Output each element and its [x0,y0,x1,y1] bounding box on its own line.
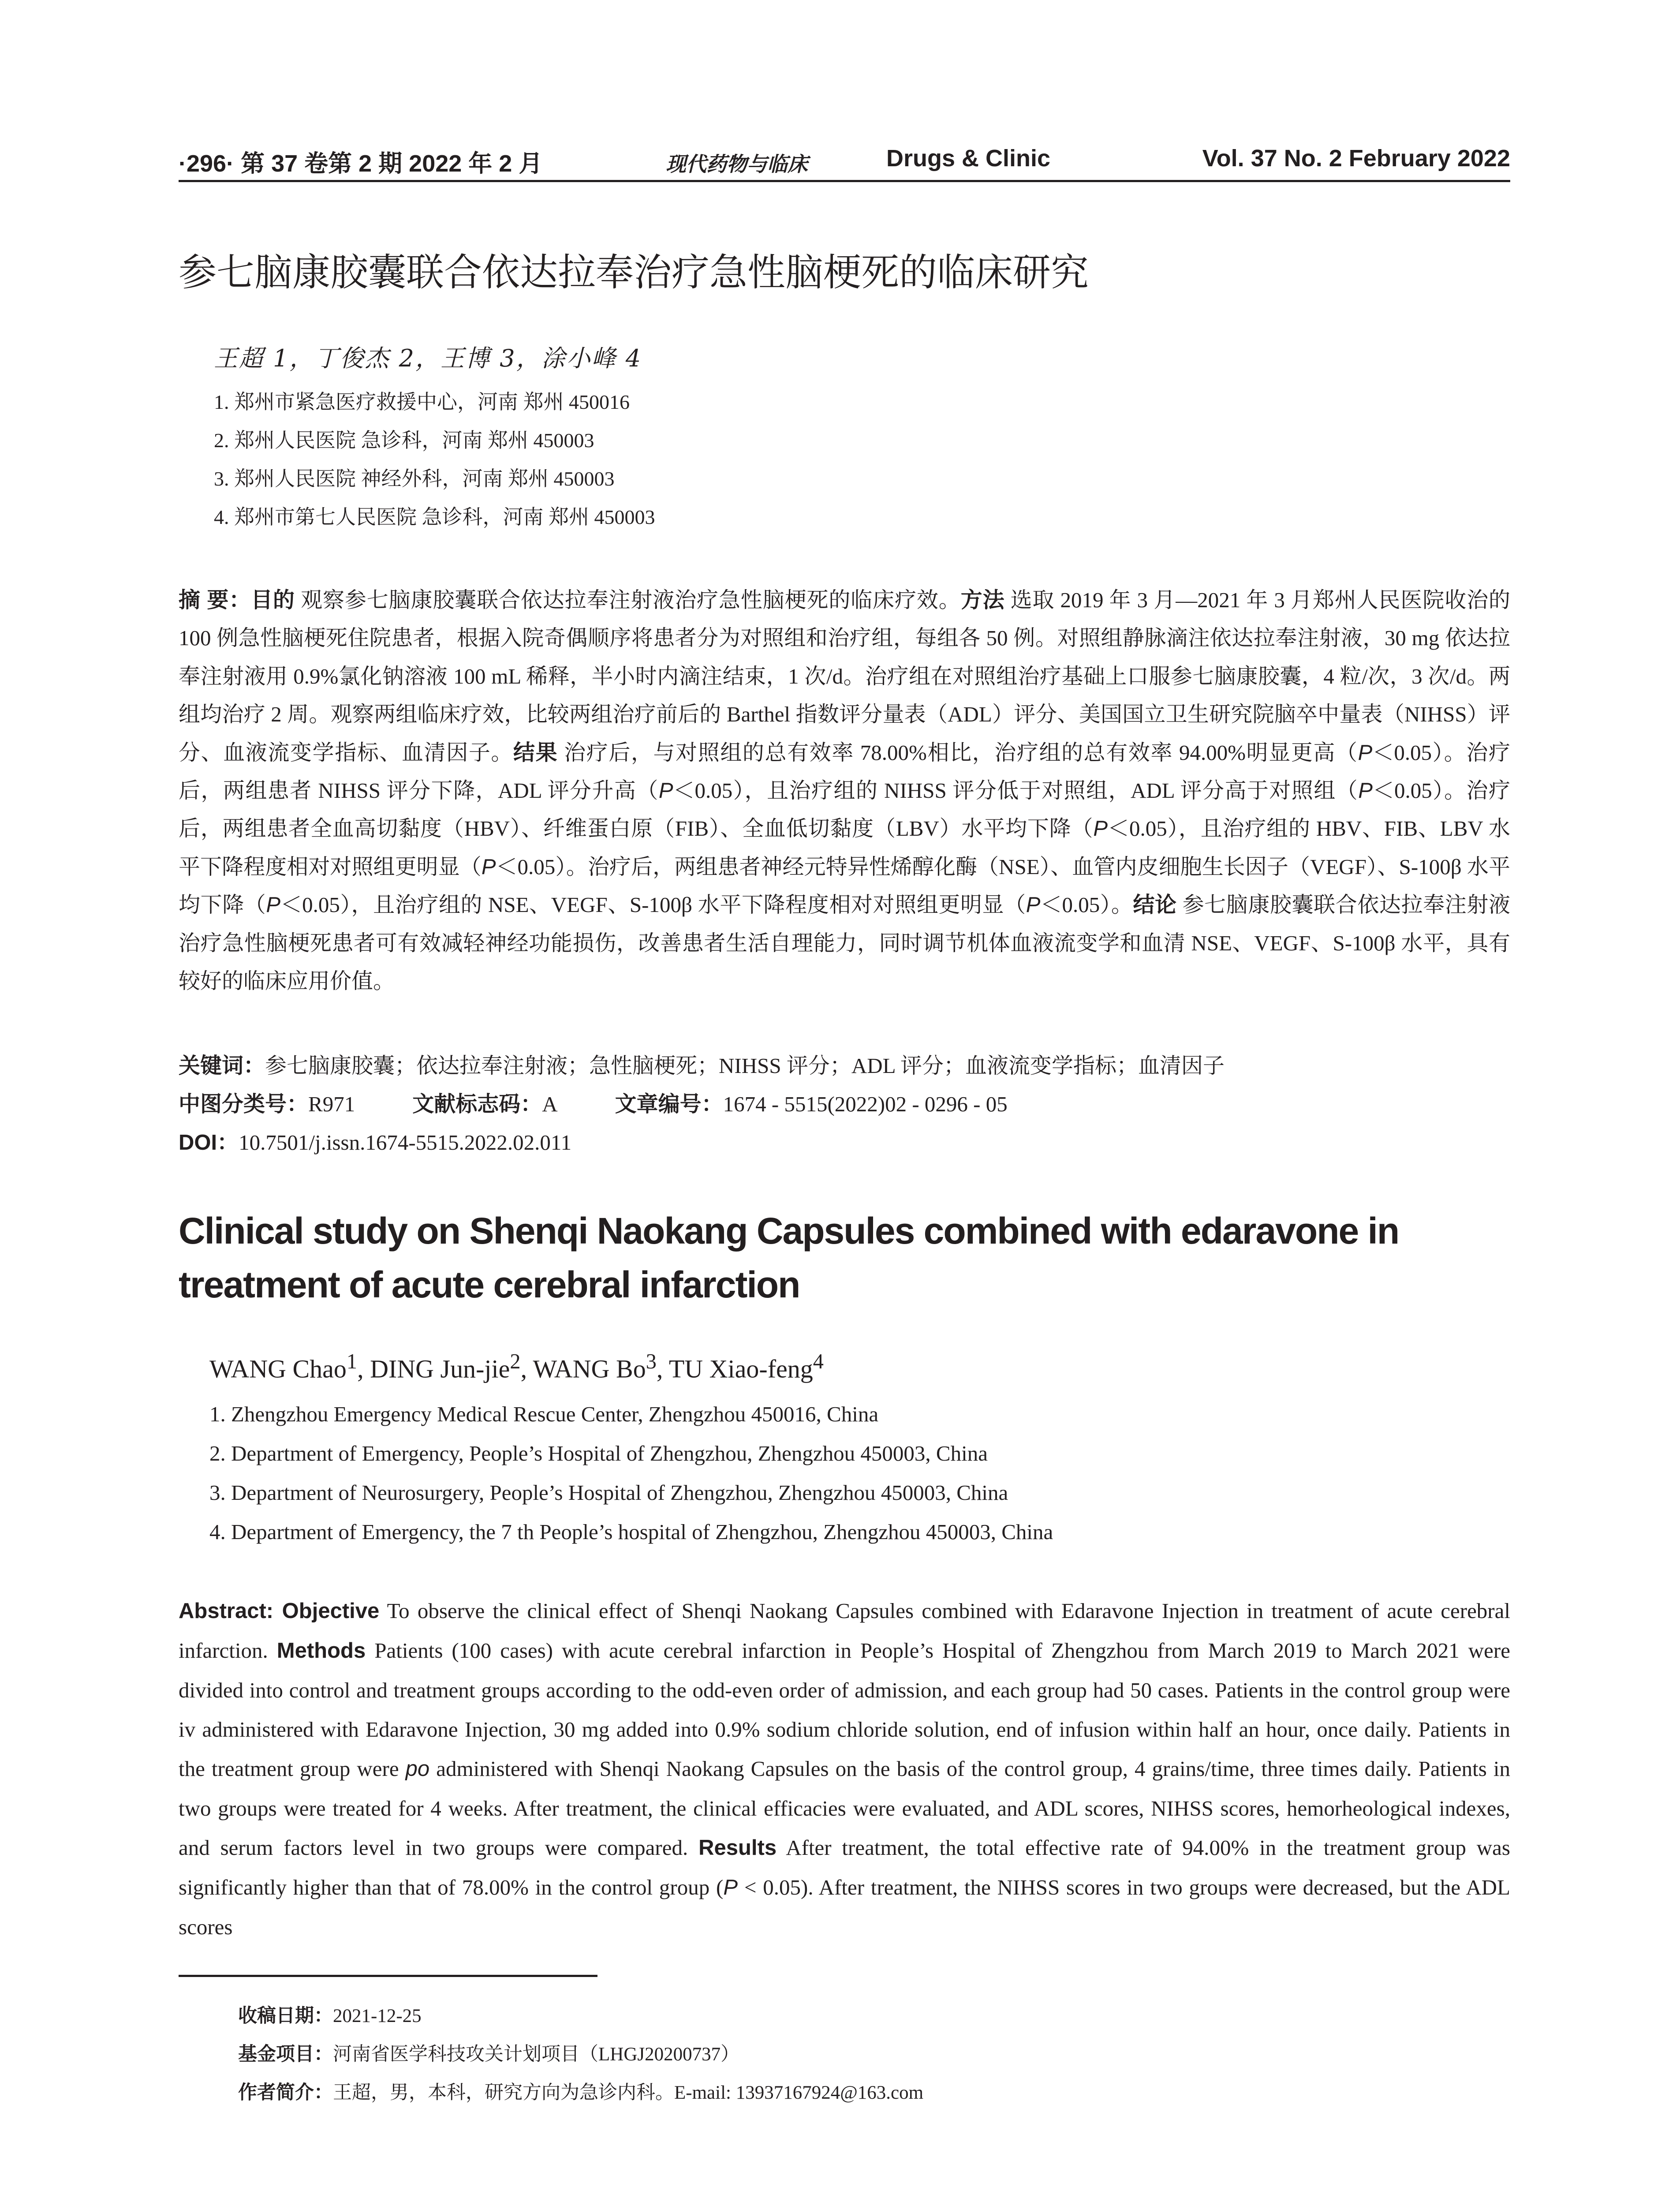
results-text: ＜0.05），且治疗组的 NIHSS 评分低于对照组，ADL 评分高于对照组（ [673,778,1359,803]
fund-info [238,2035,923,2074]
author-bio-value: 王超，男，本科，研究方向为急诊内科。E-mail: 13937167924@163.com [333,2082,924,2103]
footnotes [238,1997,923,2112]
english-title: Clinical study on Shenqi Naokang Capsules combined with edaravone in treatment of acute cerebral infarction [179,1210,1399,1305]
methods-label: 方法 [960,588,1005,612]
english-affiliation: 3. Department of Neurosurgery, People’s Hospital of Zhengzhou, Zhengzhou 450003, China [209,1480,1008,1505]
conclusion-text: 参七脑康胶囊联合依达拉奉注射液治疗急性脑梗死患者可有效减轻神经功能损伤，改善患者生活自理能力，同时调节机体血液流变学和血清 NSE、VEGF、S-100β 水平，具有较好的临床应用价值。 [179,893,1510,994]
route-po: po [405,1757,430,1781]
results-text: ＜0.05），且治疗组的 HBV、FIB、LBV 水平下降程度相对对照组更明显（ [179,816,1510,879]
english-affiliations [209,1394,1053,1551]
article-id-value: 1674 - 5515(2022)02 - 0296 - 05 [723,1092,1008,1116]
author-name: , WANG Bo [520,1354,646,1383]
footnote-divider [179,1975,597,1977]
chinese-affiliation: 1. 郑州市紧急医疗救援中心，河南 郑州 450016 [214,391,630,413]
conclusion-label: 结论 [1133,893,1177,917]
p-value-symbol: P [1093,817,1108,841]
doc-code-value: A [542,1092,558,1116]
methods-label: Methods [276,1639,366,1663]
fund-label: 基金项目： [238,2044,333,2065]
results-text: ＜0.05）。治疗后，两组患者 NIHSS 评分下降，ADL 评分升高（ [179,740,1510,803]
p-value-symbol: P [658,779,673,803]
author-bio [238,2074,923,2112]
running-header-journal-cn: 现代药物与临床 [666,153,808,176]
doi-line [179,1125,571,1156]
english-affiliation: 2. Department of Emergency, People’s Hospital of Zhengzhou, Zhengzhou 450003, China [209,1441,988,1465]
p-value-symbol: P [1026,893,1041,917]
results-text: ＜0.05），且治疗组的 NSE、VEGF、S-100β 水平下降程度相对对照组更明显（ [280,893,1026,917]
english-affiliation: 1. Zhengzhou Emergency Medical Rescue Center, Zhengzhou 450016, China [209,1402,879,1426]
author-affiliation-mark: 3 [646,1350,657,1373]
running-header-issue: ·296· 第 37 卷第 2 期 2022 年 2 月 [179,150,543,177]
results-text: ＜0.05）。治疗后，两组患者全血高切黏度（HBV）、纤维蛋白原（FIB）、全血低切黏度（LBV）水平均下降（ [179,778,1510,841]
author-affiliation-mark: 4 [813,1350,824,1373]
author-affiliation-mark: 1 [346,1350,358,1373]
keywords-label: 关键词： [179,1054,265,1078]
doi-label: DOI： [179,1131,239,1155]
results-text: ＜0.05）。治疗后，两组患者神经元特异性烯醇化酶（NSE）、血管内皮细胞生长因子（VEGF）、S-100β 水平均下降（ [179,854,1510,917]
abstract-label: Abstract: [179,1599,282,1623]
objective-text: 观察参七脑康胶囊联合依达拉奉注射液治疗急性脑梗死的临床疗效。 [295,588,961,612]
objective-label: 目的 [251,588,295,612]
received-label: 收稿日期： [238,2005,333,2026]
results-text: ＜0.05）。 [1040,893,1133,917]
article-id-label: 文章编号： [615,1092,723,1116]
received-date [238,1997,923,2035]
keywords-line [179,1049,1225,1080]
chinese-affiliation: 3. 郑州人民医院 神经外科，河南 郑州 450003 [214,467,615,490]
chinese-abstract [179,581,1510,1000]
p-value-symbol: P [266,893,281,917]
author-bio-label: 作者简介： [238,2082,333,2103]
author-name: , DING Jun-jie [357,1354,510,1383]
english-authors [209,1349,824,1383]
received-value: 2021-12-25 [333,2006,422,2026]
chinese-affiliation: 2. 郑州人民医院 急诊科，河南 郑州 450003 [214,429,594,452]
p-value-symbol: P [1358,779,1373,803]
clc-label: 中图分类号： [179,1092,309,1116]
chinese-affiliations [214,383,655,536]
methods-text: 选取 2019 年 3 月—2021 年 3 月郑州人民医院收治的 100 例急性脑梗死住院患者，根据入院奇偶顺序将患者分为对照组和治疗组，每组各 50 例。对照组静脉滴注依达拉奉注射液，30 mg 依达拉奉注射液用 0.9%氯化钠溶液 100 mL 稀释，半小时内滴注结束，1 次/d。治疗组在对照组治疗基础上口服参七脑康胶囊，4 粒/次，3 次/d。两组均治疗 2 周。观察两组临床疗效，比较两组治疗前后的 Barthel 指数评分量表（ADL）评分、美国国立卫生研究院脑卒中量表（NIHSS）评分、血液流变学指标、血清因子。 [179,588,1510,765]
running-header [179,140,1510,182]
chinese-authors: 王超 1，丁俊杰 2，王博 3，涂小峰 4 [214,344,642,372]
doi-link[interactable]: 10.7501/j.issn.1674-5515.2022.02.011 [239,1130,572,1155]
p-value-symbol: P [481,855,496,879]
doc-code-label: 文献标志码： [412,1092,542,1116]
fund-value: 河南省医学科技攻关计划项目（LHGJ20200737） [333,2044,740,2065]
results-label: 结果 [513,740,558,765]
results-text: 治疗后，与对照组的总有效率 78.00%相比，治疗组的总有效率 94.00%明显更高（ [558,740,1358,765]
author-name: WANG Chao [209,1354,347,1383]
classification-line [179,1087,1008,1118]
author-affiliation-mark: 2 [510,1350,521,1373]
results-text: After treatment, the total effective rate of 94.00% in the treatment group was significantly higher than that of 78.00% in the control group ( [179,1835,1510,1899]
results-label: Results [698,1836,777,1860]
abstract-label: 摘 要： [179,588,251,612]
author-name: , TU Xiao-feng [656,1354,813,1383]
methods-text: administered with Shenqi Naokang Capsules on the basis of the control group, 4 grains/time, three times daily. Patients in two groups were treated for 4 weeks. After treatment, the clinical efficacies were evaluated, and ADL scores, NIHSS scores, hemorheological indexes, and serum factors level in two groups were compared. [179,1757,1510,1860]
running-header-volume: Vol. 37 No. 2 February 2022 [1202,145,1510,172]
results-text: < 0.05). After treatment, the NIHSS scores in two groups were decreased, but the ADL scores [179,1875,1510,1939]
chinese-affiliation: 4. 郑州市第七人民医院 急诊科，河南 郑州 450003 [214,506,655,528]
clc-value: R971 [308,1092,355,1116]
objective-label: Objective [282,1599,380,1623]
english-abstract [179,1591,1510,1947]
chinese-title: 参七脑康胶囊联合依达拉奉治疗急性脑梗死的临床研究 [179,251,1089,294]
p-value-symbol: P [1358,740,1373,765]
methods-text: Patients (100 cases) with acute cerebral infarction in People’s Hospital of Zhengzhou from March 2019 to March 2021 were divided into control and treatment groups according to the odd-even order of admission, and each group had 50 cases. Patients in the control group were iv administered with Edaravone Injection, 30 mg added into 0.9% sodium chloride solution, end of infusion within half an hour, once daily. Patients in the treatment group were [179,1638,1510,1781]
keywords-text: 参七脑康胶囊；依达拉奉注射液；急性脑梗死；NIHSS 评分；ADL 评分；血液流变学指标；血清因子 [265,1054,1225,1078]
p-value-symbol: P [723,1876,738,1899]
english-affiliation: 4. Department of Emergency, the 7 th People’s hospital of Zhengzhou, Zhengzhou 450003, China [209,1520,1053,1544]
running-header-journal-en: Drugs & Clinic [886,145,1051,172]
objective-text: To observe the clinical effect of Shenqi Naokang Capsules combined with Edaravone Injection in treatment of acute cerebral infarction. [179,1599,1510,1663]
